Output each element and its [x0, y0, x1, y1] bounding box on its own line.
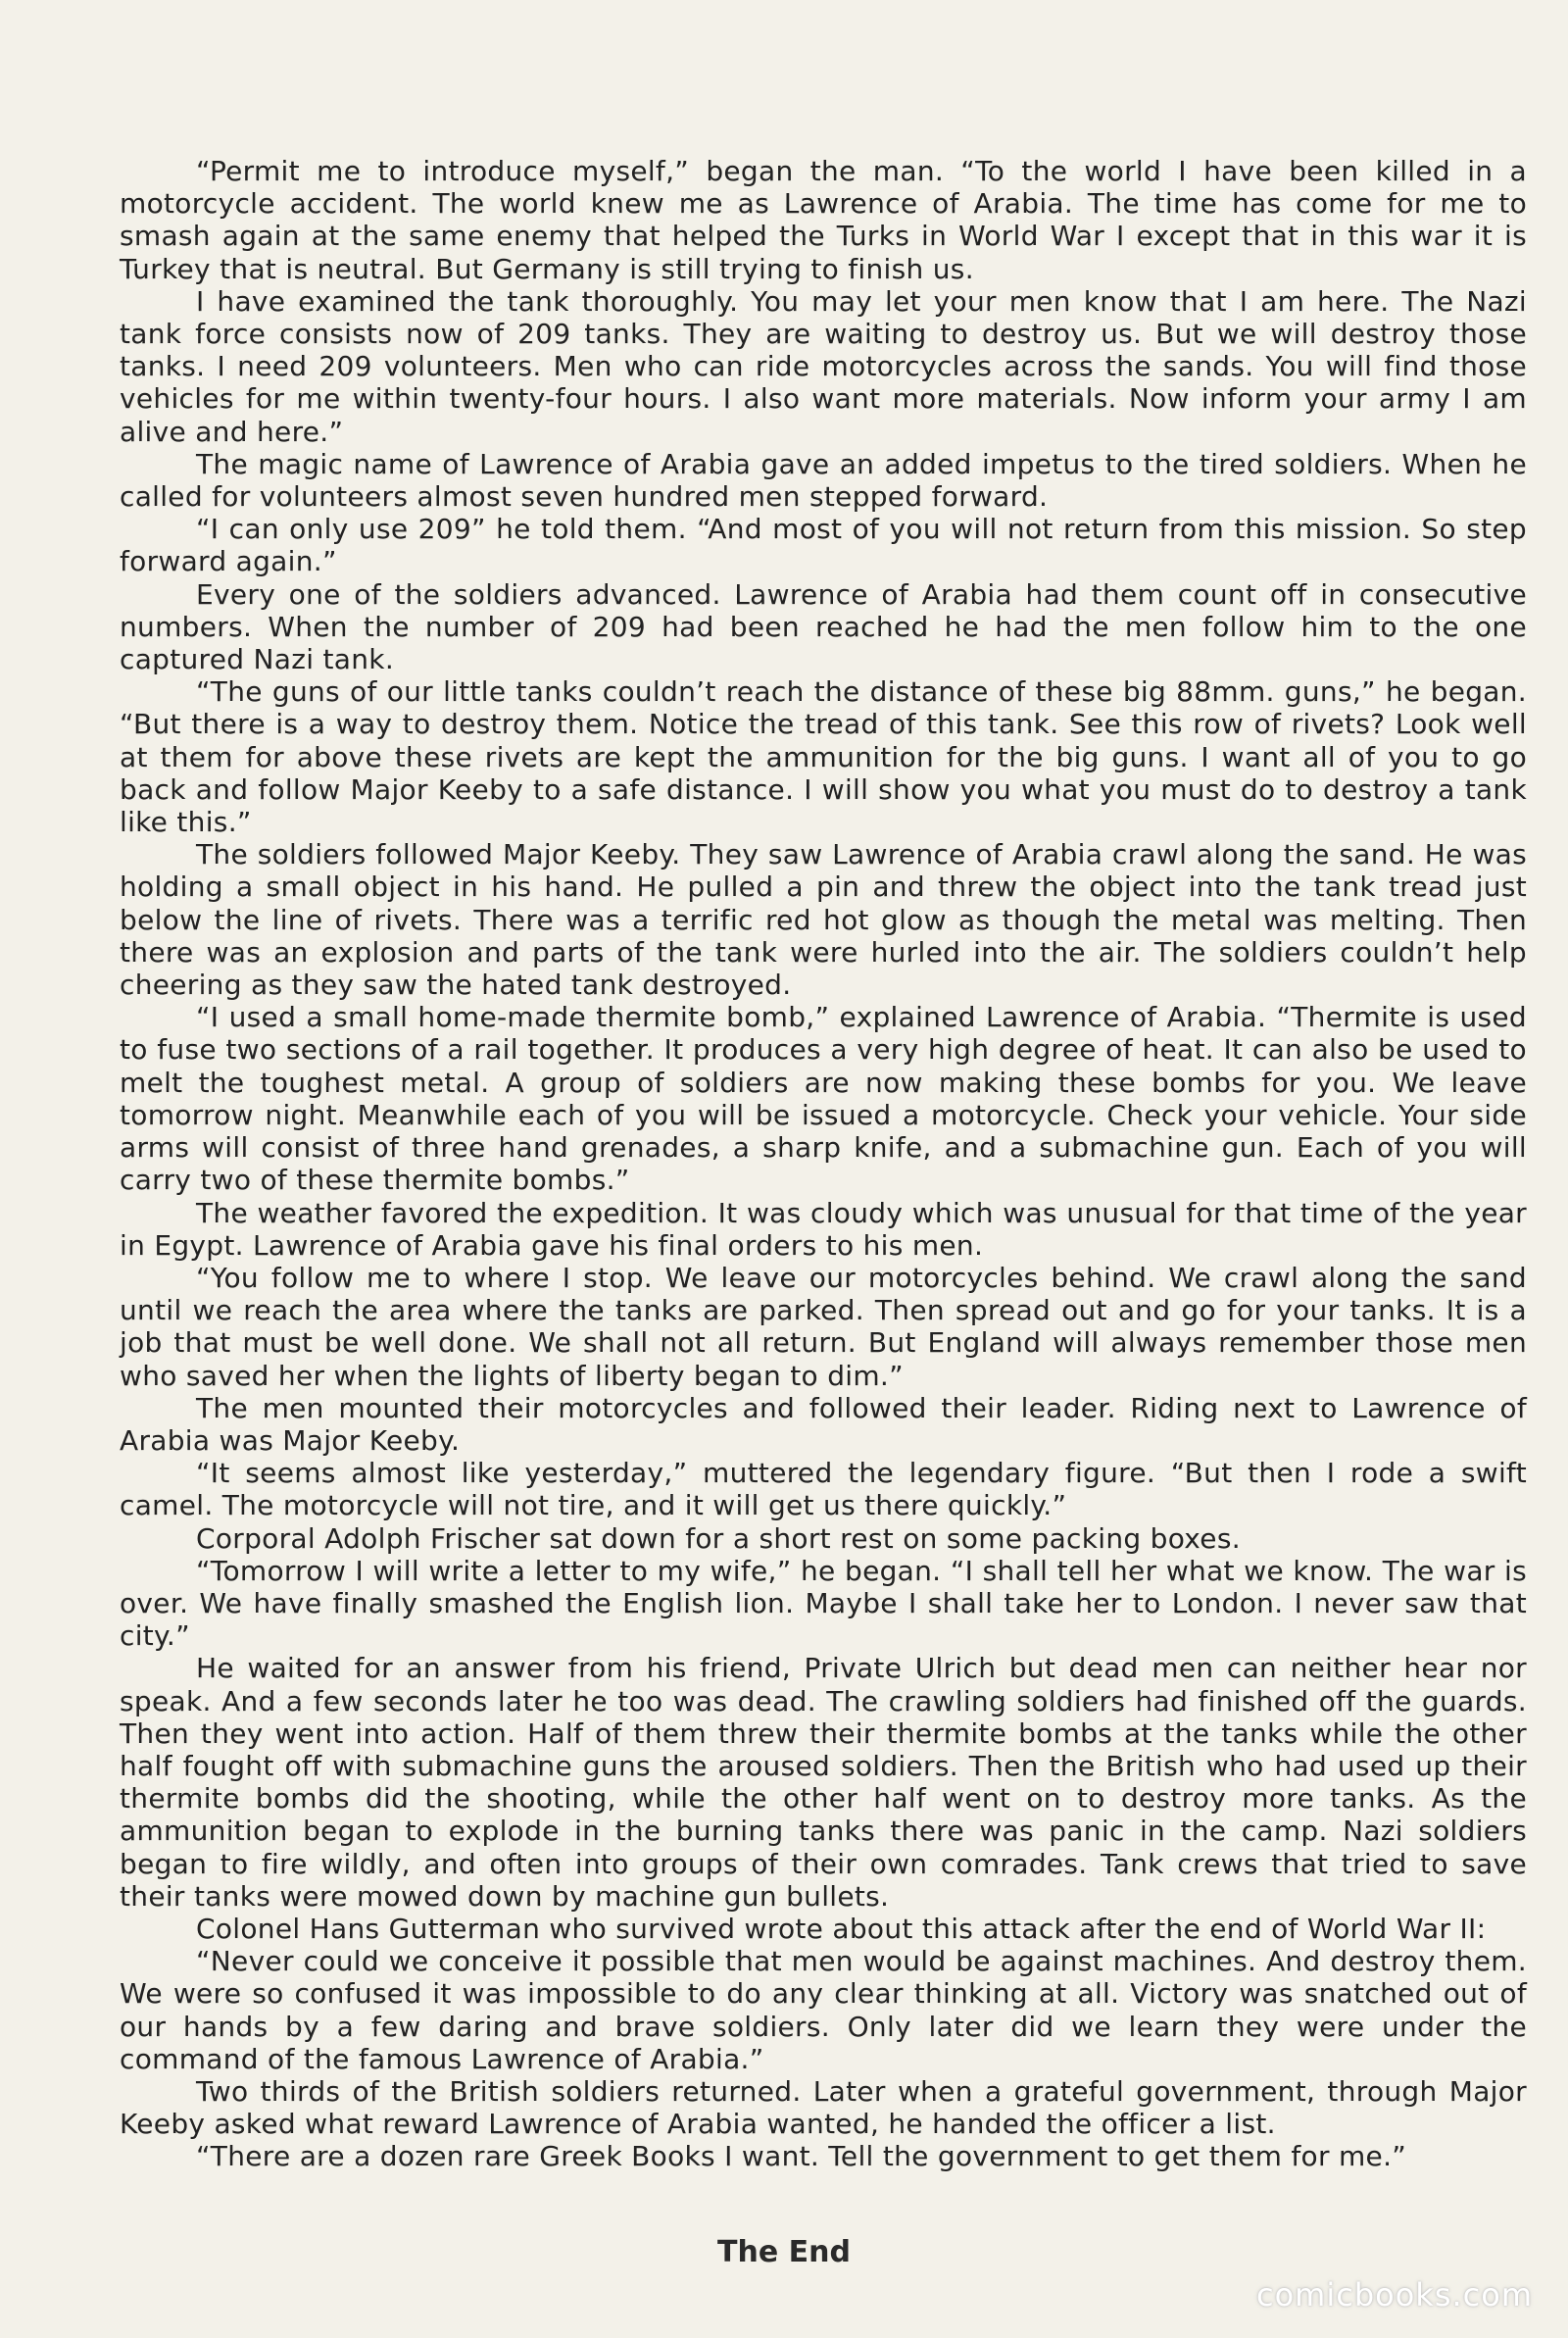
story-paragraph: The men mounted their motorcycles and followed their leader. Riding next to Lawrence of Arabia was Major Keeby. [120, 1391, 1527, 1457]
story-paragraph: “You follow me to where I stop. We leave our motorcycles behind. We crawl along the sand until we reach the area where the tanks are parked. Then spread out and go for your tanks. It is a job that must be well done. We shall not all return. But England will always remember those men who saved her when the lights of liberty began to dim.” [120, 1261, 1527, 1392]
story-paragraph: “There are a dozen rare Greek Books I want. Tell the government to get them for me.” [196, 2140, 1407, 2173]
story-paragraph: “Tomorrow I will write a letter to my wife,” he began. “I shall tell her what we know. The war is over. We have finally smashed the English lion. Maybe I shall take her to London. I never saw that city.” [120, 1554, 1527, 1653]
story-paragraph: I have examined the tank thoroughly. You may let your men know that I am here. The Nazi tank force consists now of 209 tanks. They are waiting to destroy us. But we will destroy those tanks. I need 209 volunteers. Men who can ride motorcycles across the sands. You will find those vehicles for me within twenty-four hours. I also want more materials. Now inform your army I am alive and here.” [120, 284, 1527, 448]
story-paragraph: “I used a small home-made thermite bomb,” explained Lawrence of Arabia. “Thermite is used to fuse two sections of a rail together. It produces a very high degree of heat. It can also be used to melt the toughest metal. A group of soldiers are now making these bombs for you. We leave tomorrow night. Meanwhile each of you will be issued a motorcycle. Check your vehicle. Your side arms will consist of three hand grenades, a sharp knife, and a submachine gun. Each of you will carry two of these thermite bombs.” [120, 1001, 1527, 1197]
story-ending: The End [717, 2235, 851, 2269]
site-watermark: comicbooks.com [1255, 2276, 1533, 2313]
story-paragraph: “It seems almost like yesterday,” muttered the legendary figure. “But then I rode a swift camel. The motorcycle will not tire, and it will get us there quickly.” [120, 1457, 1527, 1522]
story-paragraph: The magic name of Lawrence of Arabia gave an added impetus to the tired soldiers. When he called for volunteers almost seven hundred men stepped forward. [120, 447, 1527, 514]
story-paragraph: “Never could we conceive it possible that men would be against machines. And destroy them. We were so confused it was impossible to do any clear thinking at all. Victory was snatched out of our hands by a few daring and brave soldiers. Only later did we learn they were under the command of the famous Lawrence of Arabia.” [120, 1945, 1527, 2075]
story-paragraph: Every one of the soldiers advanced. Lawrence of Arabia had them count off in consecutive numbers. When the number of 209 had been reached he had the men follow him to the one captured Nazi tank. [120, 577, 1527, 676]
story-paragraph: He waited for an answer from his friend, Private Ulrich but dead men can neither hear nor speak. And a few seconds later he too was dead. The crawling soldiers had finished off the guards. Then they went into action. Half of them threw their thermite bombs at the tanks while the other half fought off with submachine guns the aroused soldiers. Then the British who had used up their thermite bombs did the shooting, while the other half went on to destroy more tanks. As the ammunition began to explode in the burning tanks there was panic in the camp. Nazi soldiers began to fire wildly, and often into groups of their own comrades. Tank crews that tried to save their tanks were mowed down by machine gun bullets. [120, 1652, 1527, 1913]
story-paragraph: The weather favored the expedition. It was cloudy which was unusual for that time of the year in Egypt. Lawrence of Arabia gave his final orders to his men. [120, 1196, 1527, 1262]
story-paragraph: Colonel Hans Gutterman who survived wrote about this attack after the end of World War II: [196, 1912, 1487, 1945]
story-text [120, 155, 1527, 2173]
story-paragraph: The soldiers followed Major Keeby. They saw Lawrence of Arabia crawl along the sand. He was holding a small object in his hand. He pulled a pin and threw the object into the tank tread just below the line of rivets. There was a terrific red hot glow as though the metal was melting. Then there was an explosion and parts of the tank were hurled into the air. The soldiers couldn’t help cheering as they saw the hated tank destroyed. [120, 838, 1527, 1002]
story-paragraph: “Permit me to introduce myself,” began the man. “To the world I have been killed in a motorcycle accident. The world knew me as Lawrence of Arabia. The time has come for me to smash again at the same enemy that helped the Turks in World War I except that in this war it is Turkey that is neutral. But Germany is still trying to finish us. [120, 155, 1527, 285]
story-paragraph: Two thirds of the British soldiers returned. Later when a grateful government, through Major Keeby asked what reward Lawrence of Arabia wanted, he handed the officer a list. [120, 2074, 1527, 2141]
story-paragraph: “The guns of our little tanks couldn’t reach the distance of these big 88mm. guns,” he began. “But there is a way to destroy them. Notice the tread of this tank. See this row of rivets? Look well at them for above these rivets are kept the ammunition for the big guns. I want all of you to go back and follow Major Keeby to a safe distance. I will show you what you must do to destroy a tank like this.” [120, 675, 1527, 839]
story-paragraph: Corporal Adolph Frischer sat down for a short rest on some packing boxes. [196, 1521, 1241, 1555]
story-paragraph: “I can only use 209” he told them. “And most of you will not return from this mission. So step forward again.” [120, 513, 1527, 578]
